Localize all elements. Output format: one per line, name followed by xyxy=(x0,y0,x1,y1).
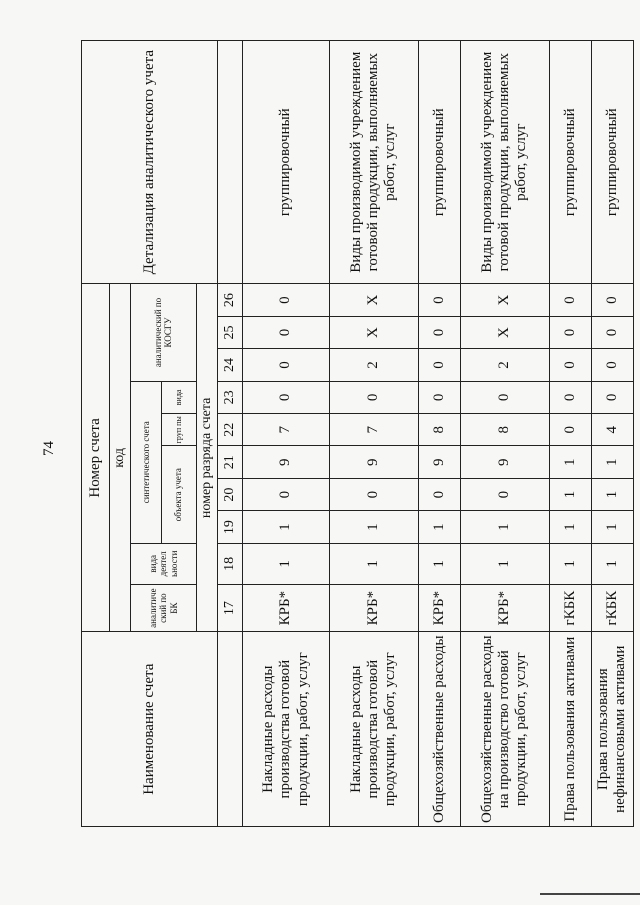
digit-26: 26 xyxy=(217,284,243,316)
cell-25: X xyxy=(329,316,418,348)
detail-cell: группировочный xyxy=(243,41,330,284)
digit-18: 18 xyxy=(217,543,243,584)
account-name: Права пользования нефинансовыми активами xyxy=(591,632,633,827)
cell-26: 0 xyxy=(418,284,460,316)
digit-17: 17 xyxy=(217,584,243,632)
detail-cell: Виды производимой учреждением готовой продукции, выполняемых работ, услуг xyxy=(329,41,418,284)
cell-21: 9 xyxy=(243,446,330,478)
cell-24: 0 xyxy=(549,349,591,381)
cell-bk: КРБ* xyxy=(418,584,460,632)
cell-bk: КРБ* xyxy=(243,584,330,632)
account-name: Накладные расходы производства готовой продукции, работ, услуг xyxy=(329,632,418,827)
cell-bk: гКБК xyxy=(549,584,591,632)
detail-cell: группировочный xyxy=(549,41,591,284)
cell-24: 0 xyxy=(591,349,633,381)
cell-18: 1 xyxy=(460,543,549,584)
cell-24: 2 xyxy=(460,349,549,381)
digit-23: 23 xyxy=(217,381,243,413)
cell-19: 1 xyxy=(243,511,330,543)
detail-cell: группировочный xyxy=(591,41,633,284)
cell-21: 1 xyxy=(591,446,633,478)
digit-21: 21 xyxy=(217,446,243,478)
cell-25: 0 xyxy=(243,316,330,348)
header-kind: вида xyxy=(161,381,196,413)
cell-20: 0 xyxy=(460,478,549,510)
table-row xyxy=(243,41,330,827)
digit-spacer xyxy=(217,41,243,284)
cell-26: X xyxy=(460,284,549,316)
cell-26: 0 xyxy=(591,284,633,316)
cell-20: 0 xyxy=(329,478,418,510)
cell-22: 7 xyxy=(329,414,418,446)
cell-21: 9 xyxy=(329,446,418,478)
header-analytic-kosgu: аналитический по КОСГУ xyxy=(131,284,196,381)
digit-22: 22 xyxy=(217,414,243,446)
account-name: Общехозяйственные расходы xyxy=(418,632,460,827)
digit-spacer xyxy=(217,632,243,827)
cell-25: 0 xyxy=(418,316,460,348)
account-name: Права пользования активами xyxy=(549,632,591,827)
cell-22: 7 xyxy=(243,414,330,446)
header-account-number: Номер счета xyxy=(82,284,110,632)
cell-23: 0 xyxy=(460,381,549,413)
cell-18: 1 xyxy=(418,543,460,584)
cell-21: 9 xyxy=(418,446,460,478)
cell-24: 0 xyxy=(418,349,460,381)
header-synthetic: синтетического счета xyxy=(131,381,161,543)
cell-23: 0 xyxy=(549,381,591,413)
account-name: Общехозяйственные расходы на производство готовой продукции, работ, услуг xyxy=(460,632,549,827)
page-number: 74 xyxy=(41,441,57,456)
digit-25: 25 xyxy=(217,316,243,348)
cell-24: 0 xyxy=(243,349,330,381)
detail-cell: группировочный xyxy=(418,41,460,284)
cell-22: 8 xyxy=(418,414,460,446)
cell-19: 1 xyxy=(549,511,591,543)
document-table-area xyxy=(81,40,634,827)
digit-19: 19 xyxy=(217,511,243,543)
header-analytic-bk: аналитиче ский по БК xyxy=(131,584,196,632)
cell-19: 1 xyxy=(460,511,549,543)
digit-24: 24 xyxy=(217,349,243,381)
header-account-name: Наименование счета xyxy=(82,632,218,827)
table-row xyxy=(460,41,549,827)
cell-19: 1 xyxy=(591,511,633,543)
cell-23: 0 xyxy=(418,381,460,413)
cell-bk: КРБ* xyxy=(460,584,549,632)
cell-18: 1 xyxy=(329,543,418,584)
cell-25: 0 xyxy=(591,316,633,348)
cell-21: 9 xyxy=(460,446,549,478)
table-row xyxy=(418,41,460,827)
detail-cell: Виды производимой учреждением готовой продукции, выполняемых работ, услуг xyxy=(460,41,549,284)
cell-bk: КРБ* xyxy=(329,584,418,632)
cell-19: 1 xyxy=(418,511,460,543)
cell-23: 0 xyxy=(243,381,330,413)
cell-26: 0 xyxy=(243,284,330,316)
cell-25: 0 xyxy=(549,316,591,348)
cell-24: 2 xyxy=(329,349,418,381)
cell-18: 1 xyxy=(243,543,330,584)
header-code: код xyxy=(110,284,131,632)
cell-26: X xyxy=(329,284,418,316)
cell-18: 1 xyxy=(549,543,591,584)
cell-22: 8 xyxy=(460,414,549,446)
cell-26: 0 xyxy=(549,284,591,316)
cell-23: 0 xyxy=(591,381,633,413)
cell-25: X xyxy=(460,316,549,348)
cell-bk: гКБК xyxy=(591,584,633,632)
header-group: груп пы xyxy=(161,414,196,446)
cell-21: 1 xyxy=(549,446,591,478)
account-name: Накладные расходы производства готовой продукции, работ, услуг xyxy=(243,632,330,827)
cell-19: 1 xyxy=(329,511,418,543)
cell-22: 4 xyxy=(591,414,633,446)
header-activity-type: вида деятел ьности xyxy=(131,543,196,584)
table-row xyxy=(549,41,591,827)
scan-edge-line xyxy=(540,893,640,895)
accounts-table xyxy=(81,40,634,827)
cell-20: 0 xyxy=(243,478,330,510)
table-row xyxy=(329,41,418,827)
cell-23: 0 xyxy=(329,381,418,413)
header-object: объекта учета xyxy=(161,446,196,543)
cell-20: 1 xyxy=(591,478,633,510)
table-row xyxy=(591,41,633,827)
digit-20: 20 xyxy=(217,478,243,510)
header-detail: Детализация аналитического учета xyxy=(82,41,218,284)
cell-22: 0 xyxy=(549,414,591,446)
header-digit-label: номер разряда счета xyxy=(196,284,217,632)
cell-20: 1 xyxy=(549,478,591,510)
cell-20: 0 xyxy=(418,478,460,510)
cell-18: 1 xyxy=(591,543,633,584)
